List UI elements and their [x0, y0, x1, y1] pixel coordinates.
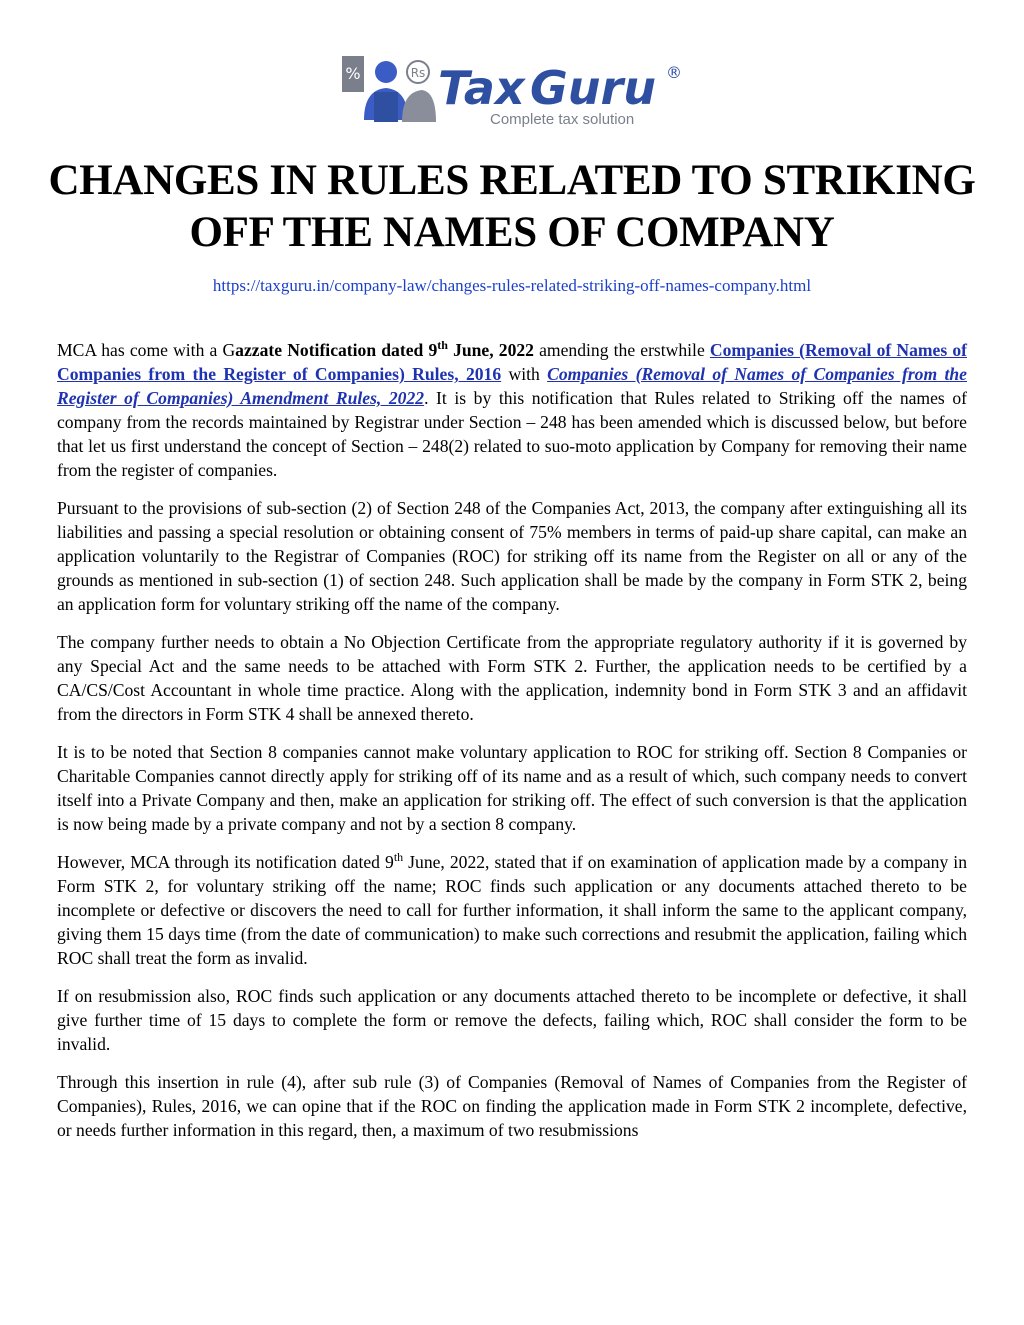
logo-brand-guru: Guru [530, 61, 656, 115]
paragraph-intro [57, 338, 967, 482]
page-title-line-1: CHANGES IN RULES RELATED TO STRIKING [48, 157, 976, 204]
paragraph-section-248: Pursuant to the provisions of sub-section (2) of Section 248 of the Companies Act, 2013, the company after extinguishing all its liabilities and passing a special resolution or obtaining consent of 75% members in terms of paid-up share capital, can make an application voluntarily to the Registrar of Companies (ROC) for striking off its name from the Register on all or any of the grounds as mentioned in sub-section (1) of section 248. Such application shall be made by the company in Form STK 2, being an application form for voluntary striking off the name of the company. [57, 498, 967, 614]
notification-text-1: However, MCA through its notification dated 9 [57, 852, 394, 872]
logo-tagline: Complete tax solution [490, 111, 635, 128]
logo-person2-body [402, 90, 436, 122]
paragraph-insertion: Through this insertion in rule (4), after sub rule (3) of Companies (Removal of Names of Companies from the Register of Companies), Rules, 2016, we can opine that if the ROC on finding the application made in Form STK 2 incomplete, defective, or needs further information in this regard, then, a maximum of two resubmissions [57, 1072, 967, 1140]
intro-bold-notification: azzate Notification dated 9 [235, 340, 438, 360]
logo-brand-tax: Tax [438, 61, 525, 115]
paragraph-notification [57, 850, 967, 970]
link-amendment-rules-2022[interactable]: Companies (Removal of Names of Companies from the Register of Companies) Amendment Rules, 2022 [57, 364, 967, 408]
logo-rupee-symbol: Rs [410, 66, 426, 80]
logo-registered-mark: ® [666, 63, 682, 82]
intro-text-1: MCA has come with a G [57, 340, 236, 360]
page-title-line-2: OFF THE NAMES OF COMPANY [189, 209, 835, 256]
logo-graphic [340, 52, 690, 132]
intro-text-4: . It is by this notification that Rules related to Striking off the names of company from the records maintained by Registrar under Section – 248 has been amended which is discussed below, but before that let us first understand the concept of Section – 248(2) related to suo-moto application by Company for removing their name from the register of companies. [57, 388, 967, 480]
notification-sup-th: th [393, 850, 404, 865]
article-url-link[interactable]: https://taxguru.in/company-law/changes-rules-related-striking-off-names-company.html [212, 276, 812, 295]
article-body [57, 338, 967, 1156]
paragraph-noc: The company further needs to obtain a No Objection Certificate from the appropriate regulatory authority if it is governed by any Special Act and the same needs to be attached with Form STK 2. Further, the application needs to be certified by a CA/CS/Cost Accountant in whole time practice. Along with the application, indemnity bond in Form STK 3 and an affidavit from the directors in Form STK 4 shall be annexed thereto. [57, 632, 967, 724]
link-removal-rules-2016[interactable]: Companies (Removal of Names of Companies from the Register of Companies) Rules, 2016 [57, 340, 967, 384]
paragraph-section-8: It is to be noted that Section 8 companies cannot make voluntary application to ROC for striking off. Section 8 Companies or Charitable Companies cannot directly apply for striking off of its name and as a result of which, such company needs to convert itself into a Private Company and then, make an application for striking off. The effect of such conversion is that the application is now being made by a private company and not by a section 8 company. [57, 742, 967, 834]
paragraph-resubmission: If on resubmission also, ROC finds such application or any documents attached thereto to be incomplete or defective, it shall give further time of 15 days to complete the form or remove the defects, failing which, ROC shall consider the form to be invalid. [57, 986, 967, 1054]
logo-percent-symbol: % [345, 64, 361, 83]
intro-bold-date: June, 2022 [447, 340, 534, 360]
page-title [40, 155, 984, 259]
intro-sup-th: th [437, 338, 448, 353]
intro-text-2: amending the erstwhile [533, 340, 710, 360]
logo-person-suit [374, 92, 398, 122]
intro-text-3: with [501, 364, 548, 384]
logo-person-head [375, 61, 397, 83]
notification-text-2: June, 2022, stated that if on examination of application made by a company in Form STK 2, for voluntary striking off the name; ROC finds such application or any documents attached thereto to be incomplete or defective or discovers the need to call for further information, it shall inform the same to the applicant company, giving them 15 days time (from the date of communication) to make such corrections and resubmit the application, failing which ROC shall treat the form as invalid. [57, 852, 967, 968]
taxguru-logo [340, 52, 690, 132]
